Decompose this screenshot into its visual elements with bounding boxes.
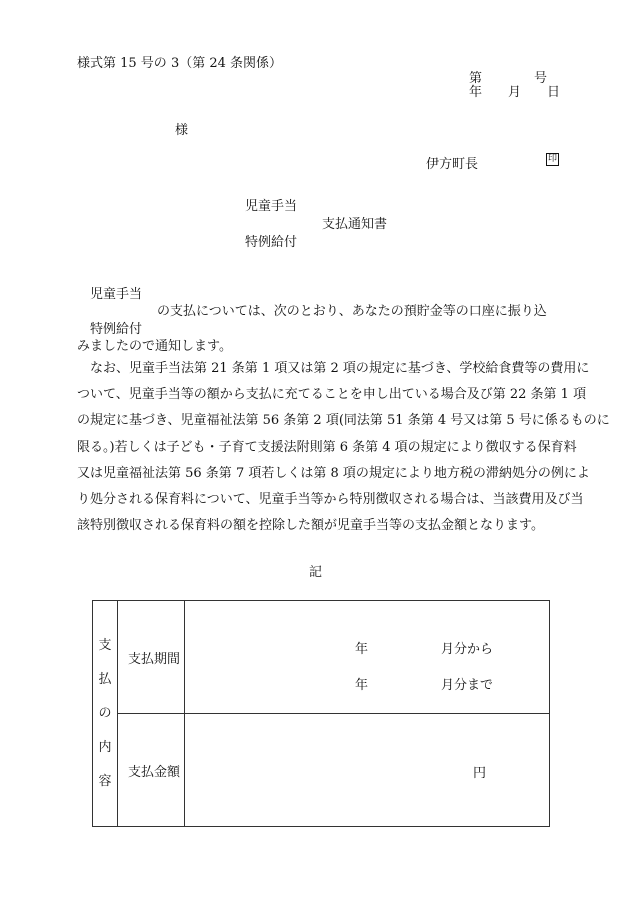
intro-stack-bottom: 特例給付 bbox=[90, 322, 143, 337]
period-to-year: 年 bbox=[355, 678, 369, 693]
recipient-suffix: 様 bbox=[175, 123, 189, 138]
ki-marker: 記 bbox=[309, 565, 323, 580]
period-value-cell bbox=[185, 601, 550, 714]
title-line-3: 特例給付 bbox=[245, 235, 298, 250]
amount-value-cell bbox=[185, 714, 550, 827]
issuer-name: 伊方町長 bbox=[426, 157, 479, 172]
note-line: り処分される保育料について、児童手当等から特別徴収される場合は、当該費用及び当 bbox=[77, 492, 584, 508]
intro-stack-top: 児童手当 bbox=[90, 287, 143, 302]
side-label bbox=[93, 601, 118, 827]
note-line: の規定に基づき、児童福祉法第 56 条第 2 項(同法第 51 条第 4 号又は第 5 号に係るものに bbox=[77, 413, 610, 429]
period-from-month: 月分から bbox=[441, 642, 494, 657]
amount-label: 支払金額 bbox=[118, 714, 185, 827]
amount-unit: 円 bbox=[473, 766, 487, 781]
title-line-1: 児童手当 bbox=[245, 199, 298, 214]
payment-details-table bbox=[92, 600, 550, 827]
side-label-char: 払 bbox=[98, 671, 112, 687]
side-label-char: 支 bbox=[98, 637, 112, 653]
intro-line-1: の支払については、次のとおり、あなたの預貯金等の口座に振り込 bbox=[157, 304, 547, 319]
form-number: 様式第 15 号の 3（第 24 条関係） bbox=[77, 56, 283, 71]
title-line-2: 支払通知書 bbox=[322, 217, 388, 232]
note-line: 又は児童福祉法第 56 条第 7 項若しくは第 8 項の規定により地方税の滞納処分の例によ bbox=[77, 465, 590, 481]
side-label-char: 内 bbox=[98, 739, 112, 755]
date-line: 年 月 日 bbox=[469, 85, 561, 100]
side-label-char: 容 bbox=[98, 773, 112, 789]
document-number-line: 第 号 bbox=[469, 71, 548, 86]
seal-mark: 印 bbox=[547, 154, 557, 164]
note-paragraph bbox=[77, 356, 610, 539]
period-to-month: 月分まで bbox=[441, 678, 494, 693]
note-line: なお、児童手当法第 21 条第 1 項又は第 2 項の規定に基づき、学校給食費等の費用に bbox=[77, 361, 590, 376]
note-line: 該特別徴収される保育料の額を控除した額が児童手当等の支払金額となります。 bbox=[77, 518, 544, 534]
side-label-char: の bbox=[98, 705, 112, 721]
intro-line-2: みましたので通知します。 bbox=[77, 339, 232, 354]
note-line: 限る。)若しくは子ども・子育て支援法附則第 6 条第 4 項の規定により徴収する保育料 bbox=[77, 439, 577, 455]
period-from-year: 年 bbox=[355, 642, 369, 657]
note-line: ついて、児童手当等の額から支払に充てることを申し出ている場合及び第 22 条第 1 項 bbox=[77, 387, 587, 403]
period-label: 支払期間 bbox=[118, 601, 185, 714]
